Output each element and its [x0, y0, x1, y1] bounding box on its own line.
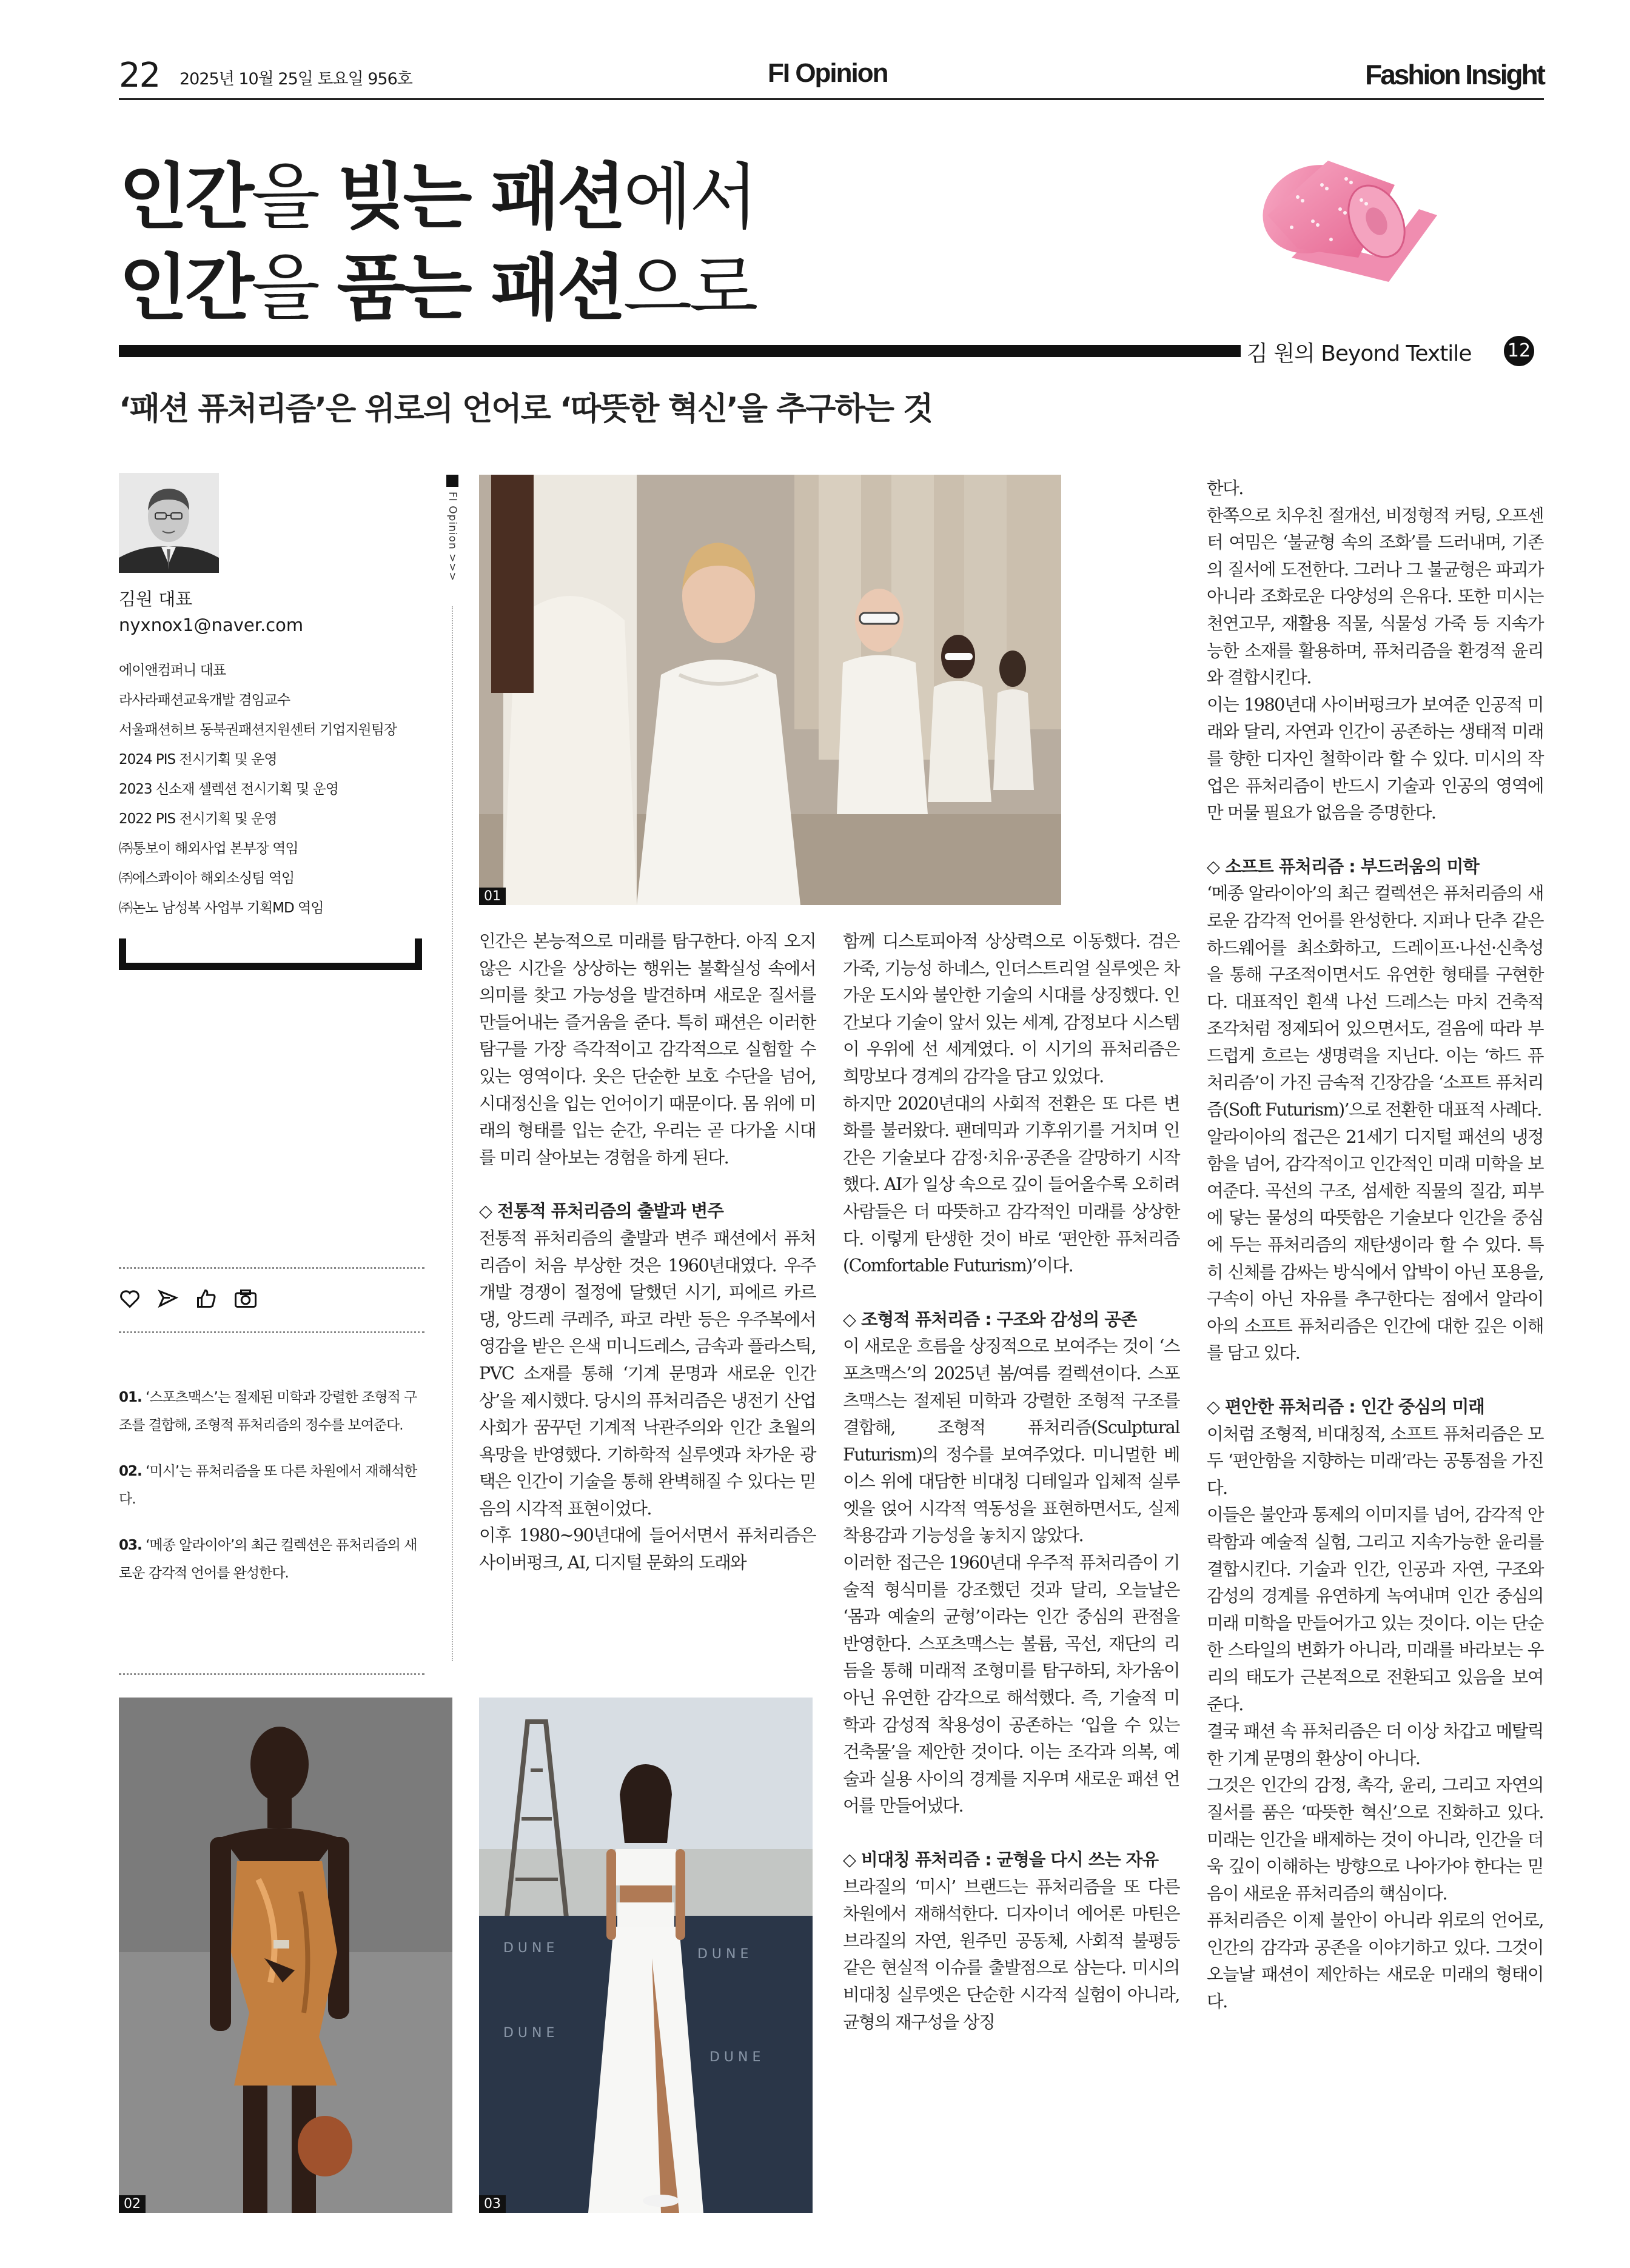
heart-icon[interactable]: [119, 1288, 141, 1310]
paragraph: 이처럼 조형적, 비대칭적, 소프트 퓨처리즘은 모두 ‘편안함을 지향하는 미래’라는 공통점을 가진다.: [1207, 1423, 1543, 1498]
caption-03: 03. ‘메종 알라이아’의 최근 컬렉션은 퓨처리즘의 새로운 감각적 언어를 완성한다.: [119, 1537, 417, 1581]
credential-item: ㈜에스콰이아 해외소싱팀 역임: [119, 871, 295, 886]
credential-item: 에이앤컴퍼니 대표: [119, 663, 226, 678]
section-title: FI Opinion: [768, 58, 888, 88]
section-heading: ◇ 소프트 퓨처리즘 : 부드러움의 미학: [1207, 855, 1479, 877]
social-icons: [119, 1288, 271, 1312]
credential-item: 서울패션허브 동북권패션지원센터 기업지원팀장: [119, 722, 397, 738]
paragraph: 함께 디스토피아적 상상력으로 이동했다. 검은 가죽, 기능성 하네스, 인더스트리얼 실루엣은 차가운 도시와 불안한 기술의 시대를 상징했다. 인간보다 기술이 앞서 있는 세계, 감정보다 시스템이 우위에 선 세계였다. 이 시기의 퓨처리즘은 희망보다 경계의 감각을 담고 있었다.: [843, 931, 1179, 1086]
author-portrait: [119, 473, 219, 573]
dotted-divider: [119, 1673, 424, 1675]
paragraph: ‘메종 알라이아’의 최근 컬렉션은 퓨처리즘의 새로운 감각적 언어를 완성한다. 지퍼나 단추 같은 하드웨어를 최소화하고, 드레이프·나선·신축성을 통해 구조적이면서도 유연한 형태를 구현한다. 대표적인 흰색 나선 드레스는 마치 건축적 조각처럼 정제되어 있으면서도, 걸음에 따라 부드럽게 흐르는 생명력을 지닌다. 이는 ‘하드 퓨처리즘’이 가진 금속적 긴장감을 ‘소프트 퓨처리즘(Soft Futurism)’으로 전환한 대표적 사례다.: [1207, 883, 1543, 1120]
section-heading: ◇ 전통적 퓨처리즘의 출발과 변주: [479, 1200, 723, 1222]
article-column-3: [1207, 475, 1543, 2015]
series-number-badge: 12: [1504, 336, 1534, 366]
caption-01: 01. ‘스포츠맥스’는 절제된 미학과 강렬한 조형적 구조를 결합해, 조형적 퓨처리즘의 정수를 보여준다.: [119, 1390, 417, 1433]
page-number: 22: [119, 56, 160, 95]
credential-item: 2023 신소재 셀렉션 전시기획 및 운영: [119, 781, 338, 797]
side-label-marker: [446, 475, 458, 487]
paragraph: 이는 1980년대 사이버펑크가 보여준 인공적 미래와 달리, 자연과 인간이 공존하는 생태적 미래를 향한 디자인 철학이라 할 수 있다. 미시의 작업은 퓨처리즘이 반드시 기술과 인공의 영역에만 머물 필요가 없음을 증명한다.: [1207, 694, 1543, 823]
column-byline: 김 원의 Beyond Textile: [1247, 341, 1472, 366]
caption-02: 02. ‘미시’는 퓨처리즘을 또 다른 차원에서 재해석한다.: [119, 1463, 417, 1507]
paragraph: 하지만 2020년대의 사회적 전환은 또 다른 변화를 불러왔다. 팬데믹과 기후위기를 거치며 인간은 기술보다 감정·치유·공존을 갈망하기 시작했다. AI가 일상 속으로 깊이 들어올수록 오히려 사람들은 더 따뜻하고 감각적인 미래를 상상한다. 이렇게 탄생한 것이 바로 ‘편안한 퓨처리즘(Comfortable Futurism)’이다.: [843, 1092, 1179, 1276]
article-column-1: [479, 928, 816, 1576]
author-name: 김원 대표: [119, 589, 193, 609]
paragraph: 이러한 접근은 1960년대 우주적 퓨처리즘이 기술적 형식미를 강조했던 것과 달리, 오늘날은 ‘몸과 예술의 균형’이라는 인간 중심의 관점을 반영한다. 스포츠맥스는 볼륨, 곡선, 재단의 리듬을 통해 미래적 조형미를 탐구하되, 차가움이 아닌 유연한 감각으로 해석했다. 즉, 기술적 미학과 감성적 착용성이 공존하는 ‘입을 수 있는 건축물’을 제안한 것이다. 이는 조각과 의복, 예술과 실용 사이의 경계를 지우며 새로운 패션 언어를 만들어냈다.: [843, 1552, 1179, 1816]
author-credentials: [119, 656, 434, 923]
headline-rule: [119, 345, 1241, 357]
paragraph: 한쪽으로 치우친 절개선, 비정형적 커팅, 오프센터 여밈은 ‘불균형 속의 조화’를 드러내며, 기존의 질서에 도전한다. 그러나 그 불균형은 파괴가 아니라 조화로운 다양성의 은유다. 또한 미시는 천연고무, 재활용 직물, 식물성 가죽 등 지속가능한 소재를 활용하며, 퓨처리즘을 환경적 윤리와 결합시킨다.: [1207, 504, 1543, 688]
dateline: 2025년 10월 25일 토요일 956호: [179, 70, 412, 89]
dotted-divider: [119, 1331, 424, 1333]
sidebar-bracket-divider: [119, 938, 422, 970]
photo-captions: [119, 1383, 428, 1605]
paragraph: 인간은 본능적으로 미래를 탐구한다. 아직 오지 않은 시간을 상상하는 행위는 불확실성 속에서 의미를 찾고 가능성을 발견하며 새로운 질서를 만들어내는 즐거움을 준다. 특히 패션은 이러한 탐구를 가장 즉각적이고 감각적으로 실험할 수 있는 영역이다. 옷은 단순한 보호 수단을 넘어, 시대정신을 입는 언어이기 때문이다. 몸 위에 미래의 형태를 입는 순간, 우리는 곧 다가올 시대를 미리 살아보는 경험을 하게 된다.: [479, 931, 816, 1168]
paragraph: 한다.: [1207, 478, 1243, 498]
svg-text:D U N E: D U N E: [709, 2050, 761, 2065]
page-header: [119, 56, 1544, 100]
photo-03-white-dress: [479, 1698, 813, 2213]
paragraph: 그것은 인간의 감정, 촉각, 윤리, 그리고 자연의 질서를 품은 ‘따뜻한 혁신’으로 진화하고 있다. 미래는 인간을 배제하는 것이 아니라, 인간을 더욱 깊이 이해하는 방향으로 나아가야 한다는 믿음이 새로운 퓨처리즘의 핵심이다.: [1207, 1775, 1543, 1904]
paragraph: 이들은 불안과 통제의 이미지를 넘어, 감각적 안락함과 예술적 실험, 그리고 지속가능한 윤리를 결합시킨다. 기술과 인간, 인공과 자연, 구조와 감성의 경계를 유연하게 녹여내며 인간 중심의 미래 미학을 만들어가고 있는 것이다. 이는 단순한 스타일의 변화가 아니라, 미래를 바라보는 우리의 태도가 근본적으로 전환되고 있음을 보여준다.: [1207, 1504, 1543, 1714]
svg-text:D U N E: D U N E: [503, 2025, 555, 2041]
thumbs-up-icon[interactable]: [195, 1288, 217, 1310]
credential-item: 라사라패션교육개발 겸임교수: [119, 692, 290, 708]
section-heading: ◇ 비대칭 퓨처리즘 : 균형을 다시 쓰는 자유: [843, 1849, 1159, 1870]
dotted-divider: [119, 1267, 424, 1269]
svg-text:D U N E: D U N E: [503, 1941, 555, 1956]
section-side-label: [446, 475, 458, 596]
photo-number-01: 01: [479, 888, 506, 905]
fabric-roll-illustration: [1255, 142, 1437, 288]
photo-02-satin-dress: [119, 1698, 452, 2213]
subheadline: ‘패션 퓨처리즘’은 위로의 언어로 ‘따뜻한 혁신’을 추구하는 것: [119, 391, 933, 427]
camera-icon[interactable]: [233, 1288, 258, 1310]
headline-line-1: 인간을 빚는 패션에서: [119, 155, 756, 239]
credential-item: 2024 PIS 전시기획 및 운영: [119, 752, 277, 768]
paragraph: 이후 1980~90년대에 들어서면서 퓨처리즘은 사이버펑크, AI, 디지털 문화의 도래와: [479, 1525, 816, 1573]
send-icon[interactable]: [157, 1288, 179, 1310]
paragraph: 퓨처리즘은 이제 불안이 아니라 위로의 언어로, 인간의 감각과 공존을 이야기하고 있다. 그것이 오늘날 패션이 제안하는 새로운 미래의 형태이다.: [1207, 1910, 1543, 2012]
author-email[interactable]: nyxnox1@naver.com: [119, 615, 304, 635]
credential-item: ㈜논노 남성복 사업부 기획MD 역임: [119, 900, 324, 916]
svg-text:D U N E: D U N E: [697, 1947, 749, 1962]
column-divider: [452, 606, 453, 1661]
paragraph: 전통적 퓨처리즘의 출발과 변주 패션에서 퓨처리즘이 처음 부상한 것은 1960년대였다. 우주 개발 경쟁이 절정에 달했던 시기, 피에르 카르댕, 앙드레 쿠레주, 파코 라반 등은 우주복에서 영감을 받은 은색 미니드레스, 금속과 플라스틱, PVC 소재를 통해 ‘기계 문명과 새로운 인간상’을 제시했다. 당시의 퓨처리즘은 냉전기 산업사회가 꿈꾸던 기계적 낙관주의와 인간 초월의 욕망을 반영했다. 기하학적 실루엣과 차가운 광택은 인간이 기술을 통해 완벽해질 수 있다는 믿음의 시각적 표현이었다.: [479, 1227, 816, 1519]
paragraph: 브라질의 ‘미시’ 브랜드는 퓨처리즘을 또 다른 차원에서 재해석한다. 디자이너 에어론 마틴은 브라질의 자연, 원주민 공동체, 사회적 불평등 같은 현실적 이슈를 출발점으로 삼는다. 미시의 비대칭 실루엣은 단순한 시각적 실험이 아니라, 균형의 재구성을 상징: [843, 1876, 1179, 2032]
section-heading: ◇ 조형적 퓨처리즘 : 구조와 감성의 공존: [843, 1308, 1137, 1330]
side-label-text: FI Opinion >>>: [446, 492, 458, 581]
article-column-2: [843, 928, 1179, 2035]
headline-line-2: 인간을 품는 패션으로: [119, 246, 756, 330]
brand-logo: Fashion Insight: [1365, 59, 1544, 90]
photo-01-runway: [479, 475, 1061, 905]
paragraph: 결국 패션 속 퓨처리즘은 더 이상 차갑고 메탈릭한 기계 문명의 환상이 아니다.: [1207, 1721, 1543, 1768]
paragraph: 알라이아의 접근은 21세기 디지털 패션의 냉정함을 넘어, 감각적이고 인간적인 미래 미학을 보여준다. 곡선의 구조, 섬세한 직물의 질감, 피부에 닿는 물성의 따뜻함은 기술보다 인간을 중심에 두는 퓨처리즘의 재탄생이라 할 수 있다. 특히 신체를 감싸는 방식에서 압박이 아닌 포용을, 구속이 아닌 자유를 추구한다는 점에서 알라이아의 소프트 퓨처리즘은 인간에 대한 깊은 이해를 담고 있다.: [1207, 1126, 1543, 1363]
photo-number-03: 03: [479, 2195, 506, 2213]
credential-item: 2022 PIS 전시기획 및 운영: [119, 811, 277, 827]
credential-item: ㈜통보이 해외사업 본부장 역임: [119, 841, 298, 857]
section-heading: ◇ 편안한 퓨처리즘 : 인간 중심의 미래: [1207, 1396, 1484, 1417]
paragraph: 이 새로운 흐름을 상징적으로 보여주는 것이 ‘스포츠맥스’의 2025년 봄/여름 컬렉션이다. 스포츠맥스는 절제된 미학과 강렬한 조형적 구조를 결합해, 조형적 퓨처리즘(Sculptural Futurism)의 정수를 보여주었다. 미니멀한 베이스 위에 대담한 비대칭 디테일과 입체적 실루엣을 얹어 시각적 역동성을 표현하면서도, 실제 착용감과 기능성을 놓치지 않았다.: [843, 1336, 1179, 1546]
photo-number-02: 02: [119, 2195, 146, 2213]
